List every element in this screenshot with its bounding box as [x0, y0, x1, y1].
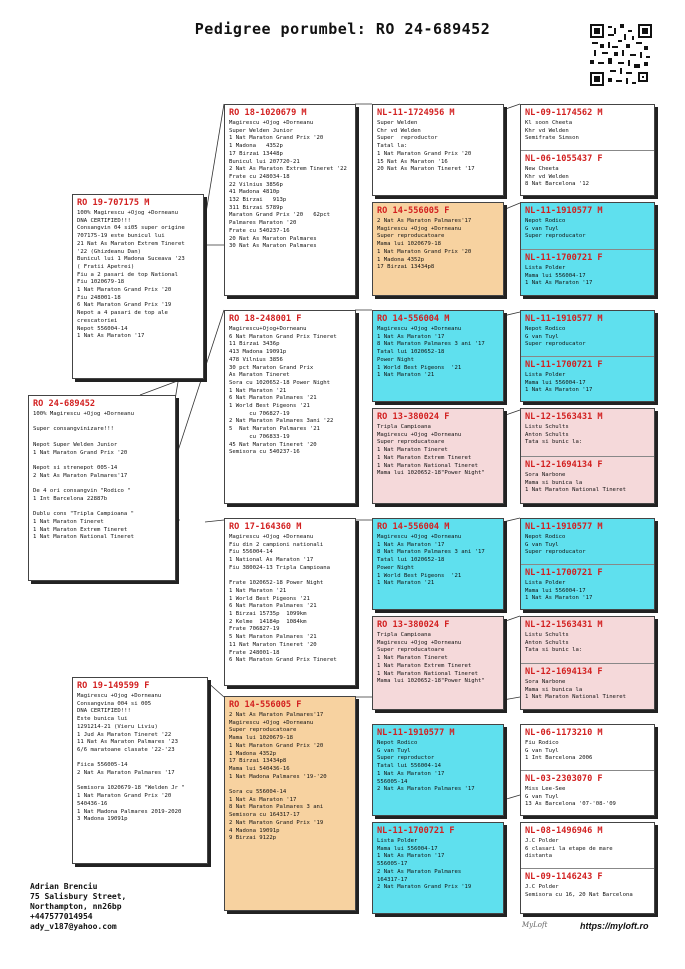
- gen4-card[interactable]: [372, 202, 504, 296]
- gen5-dam-id: NL-03-2303070 F: [525, 774, 603, 784]
- gen3-text: Magirescu +Ojog +Dorneanu Super Welden Junior 1 Nat Maraton Grand Prix '20 1 Madona 4352p 17 Birzai 13448p Bunicul lui 207720-21 2 Nat As Maraton Extrem Tineret '22 Frate cu 248034-18 22 Vilnius 3856p 41 Madona 4810p 132 Birzai 913p 311 Birzai 5789p Maraton Grand Prix '20 62pct Palmares Maraton '20 Frate cu 540237-16 20 Nat As Maraton Palmares 30 Nat As Maraton Palmares: [229, 120, 347, 250]
- gen5-pair-card[interactable]: [520, 822, 655, 914]
- gen5-pair-card[interactable]: [520, 408, 655, 504]
- gen5-dam-id: NL-11-1700721 F: [525, 253, 603, 263]
- gen4-card[interactable]: [372, 310, 504, 402]
- gen5-sire-text: Listu Schults Anton Schults Tata si bunic la:: [525, 424, 583, 446]
- gen4-card[interactable]: [372, 616, 504, 710]
- gen3-id: RO 18-1020679 M: [229, 108, 307, 118]
- gen4-text: Tripla Campioana Magirescu +Ojog +Dorneanu Super reproducatoare 1 Nat Maraton Tineret 1 Nat Maraton Extrem Tineret 1 Nat Maraton National Tineret Mama lui 1020652-18"Power Night": [377, 632, 485, 685]
- gen5-dam-text: Lista Polder Mama lui 556004-17 1 Nat As Maraton '17: [525, 265, 593, 287]
- gen3-id: RO 17-164360 M: [229, 522, 302, 532]
- dam-card[interactable]: [72, 677, 208, 864]
- gen5-dam-text: Lista Polder Mama lui 556004-17 1 Nat As Maraton '17: [525, 580, 593, 602]
- sire-card[interactable]: [72, 194, 204, 379]
- gen3-text: Magirescu+Ojog+Dorneanu 6 Nat Maraton Grand Prix Tineret 11 Birzai 3436p 413 Madona 19091p 478 Vilnius 3856 30 pct Maraton Grand Prix As Maraton Tineret Sora cu 1020652-18 Power Night 1 Nat Maraton '21 6 Nat Maraton Palmares '21 1 World Best Pigeons '21 cu 706827-19 2 Nat Maraton Palmares 3ani '22 5 Nat Maraton Palmares '21 cu 706833-19 45 Nat Maraton Tineret '20 Semisora cu 540237-16: [229, 326, 337, 456]
- gen4-id: RO 14-556005 F: [377, 206, 450, 216]
- gen3-id: RO 18-248001 F: [229, 314, 302, 324]
- gen5-dam-text: Lista Polder Mama lui 556004-17 1 Nat As Maraton '17: [525, 372, 593, 394]
- gen5-sire-text: Listu Schults Anton Schults Tata si bunic la:: [525, 632, 583, 654]
- dam-text: Magirescu +Ojog +Dorneanu Consangvina 004 si 005 DNA CERTIFIED!!! Este bunica lui 1291214-21 (Vieru Liviu) 1 Jud As Maraton Tineret '22 11 Nat As Maraton Palmares '23 6/6 maratoane clasate '22-'23 Fiica 556005-14 2 Nat As Maraton Palmares '17 Semisora 1020679-18 "Welden Jr " 1 Nat Maraton Grand Prix '20 540436-16 1 Nat Madona Palmares 2019-2020 3 Madona 19091p: [77, 693, 185, 823]
- gen3-card[interactable]: [224, 518, 356, 686]
- gen4-id: NL-11-1700721 F: [377, 826, 455, 836]
- gen4-card[interactable]: [372, 104, 504, 196]
- gen4-id: RO 14-556004 M: [377, 314, 450, 324]
- gen5-sire-id: NL-12-1563431 M: [525, 412, 603, 422]
- gen3-card[interactable]: [224, 696, 356, 911]
- gen3-card[interactable]: [224, 310, 356, 504]
- gen4-id: NL-11-1910577 M: [377, 728, 455, 738]
- gen4-card[interactable]: [372, 822, 504, 914]
- signature: MyLoft: [522, 921, 548, 929]
- gen4-text: Super Welden Chr vd Welden Super reproductor Tatal la: 1 Nat Maraton Grand Prix '20 15 Nat As Maraton '16 20 Nat As Maraton Tineret '17: [377, 120, 475, 173]
- gen5-dam-id: NL-09-1146243 F: [525, 872, 603, 882]
- gen5-pair-card[interactable]: [520, 724, 655, 816]
- dam-id: RO 19-149599 F: [77, 681, 150, 691]
- gen4-card[interactable]: [372, 724, 504, 816]
- gen5-sire-id: NL-11-1910577 M: [525, 314, 603, 324]
- gen4-card[interactable]: [372, 408, 504, 504]
- gen5-pair-card[interactable]: [520, 616, 655, 710]
- sire-text: 100% Magirescu +Ojog +Dorneanu DNA CERTIFIED!!! Consangvin 04 si05 super origine 707175-19 este bunicul lui 21 Nat As Maraton Extrem Tineret '22 (Ghizdeanu Dan) Bunicul lui 1 Madona Suceava '23 ( Fratii Apetrei) Fiu a 2 pasari de top National Fiu 1020679-18 1 Nat Maraton Grand Prix '20 Fiu 248001-18 6 Nat Maraton Grand Prix '19 Nepot a 4 pasari de top ale crescatoriei Nepot 556004-14 1 Nat As Maraton '17: [77, 210, 185, 340]
- gen5-pair-card[interactable]: [520, 104, 655, 196]
- gen5-pair-card[interactable]: [520, 310, 655, 402]
- owner-address: Adrian Brenciu 75 Salisbury Street, Northampton, nn26bp +447577014954 ady_v187@yahoo.com: [30, 882, 127, 931]
- gen4-text: Magirescu +Ojog +Dorneanu 1 Nat As Maraton '17 8 Nat Maraton Palmares 3 ani '17 Tatal lui 1020652-18 Power Night 1 World Best Pigeons '21 1 Nat Maraton '21: [377, 326, 485, 379]
- main-pigeon-id: RO 24-689452: [33, 399, 96, 409]
- gen5-sire-id: NL-11-1910577 M: [525, 522, 603, 532]
- gen5-sire-id: NL-11-1910577 M: [525, 206, 603, 216]
- main-pigeon-card[interactable]: [28, 395, 176, 581]
- gen3-id: RO 14-556005 F: [229, 700, 302, 710]
- gen5-dam-text: Sora Narbone Mama si bunica la 1 Nat Maraton National Tineret: [525, 679, 627, 701]
- gen4-text: Nepot Rodico G van Tuyl Super reproductor Tatal lui 556004-14 1 Nat As Maraton '17 556005-14 2 Nat As Maraton Palmares '17: [377, 740, 475, 793]
- gen3-text: 2 Nat As Maraton Palmares'17 Magirescu +Ojog +Dorneanu Super reproducatoare Mama lui 1020679-18 1 Nat Maraton Grand Prix '20 1 Madona 4352p 17 Birzai 13434p8 Mama lui 540436-16 1 Nat Madona Palmares '19-'20 Sora cu 556004-14 1 Nat As Maraton '17 8 Nat Maraton Palmares 3 ani Semisora cu 164317-17 2 Nat Maraton Grand Prix '19 4 Madona 19091p 9 Birzai 9122p: [229, 712, 327, 842]
- gen3-card[interactable]: [224, 104, 356, 296]
- gen5-dam-text: New Cheeta Khr vd Welden 8 Nat Barcelona '12: [525, 166, 589, 188]
- gen5-sire-id: NL-06-1173210 M: [525, 728, 603, 738]
- gen4-card[interactable]: [372, 518, 504, 610]
- website-link[interactable]: https://myloft.ro: [580, 921, 649, 931]
- gen4-id: RO 14-556004 M: [377, 522, 450, 532]
- gen5-sire-text: Nepot Rodico G van Tuyl Super reproducator: [525, 326, 586, 348]
- gen4-text: Magirescu +Ojog +Dorneanu 1 Nat As Maraton '17 8 Nat Maraton Palmares 3 ani '17 Tatal lui 1020652-18 Power Night 1 World Best Pigeons '21 1 Nat Maraton '21: [377, 534, 485, 587]
- page-title: Pedigree porumbel: RO 24-689452: [194, 20, 491, 38]
- gen5-sire-id: NL-12-1563431 M: [525, 620, 603, 630]
- gen5-dam-text: Miss Lee-See G van Tuyl 13 As Barcelona '07-'08-'09: [525, 786, 616, 808]
- gen5-sire-id: NL-09-1174562 M: [525, 108, 603, 118]
- gen5-dam-id: NL-12-1694134 F: [525, 667, 603, 677]
- gen4-text: 2 Nat As Maraton Palmares'17 Magirescu +Ojog +Dorneanu Super reproducatoare Mama lui 1020679-18 1 Nat Maraton Grand Prix '20 1 Madona 4352p 17 Birzai 13434p8: [377, 218, 472, 271]
- gen3-text: Magirescu +Ojog +Dorneanu Fiu din 2 campioni nationali Fiu 556004-14 1 National As Maraton '17 Fiu 380024-13 Tripla Campioana Frate 1020652-18 Power Night 1 Nat Maraton '21 1 World Best Pigeons '21 6 Nat Maraton Palmares '21 1 Birzai 15735p 1099km 2 Kelme 14184p 1084km Frate 706827-19 5 Nat Maraton Palmares '21 11 Nat Maraton Tineret '20 Frate 248001-18 6 Nat Maraton Grand Prix Tineret: [229, 534, 337, 664]
- gen5-dam-id: NL-12-1694134 F: [525, 460, 603, 470]
- gen4-text: Lista Polder Mama lui 556004-17 1 Nat As Maraton '17 556005-17 2 Nat As Maraton Palmares 164317-17 2 Nat Maraton Grand Prix '19: [377, 838, 472, 891]
- gen4-id: RO 13-380024 F: [377, 412, 450, 422]
- gen4-text: Tripla Campioana Magirescu +Ojog +Dorneanu Super reproducatoare 1 Nat Maraton Tineret 1 Nat Maraton Extrem Tineret 1 Nat Maraton National Tineret Mama lui 1020652-18"Power Night": [377, 424, 485, 477]
- gen5-sire-text: Nepot Rodico G van Tuyl Super reproducator: [525, 534, 586, 556]
- gen5-sire-text: Nepot Rodico G van Tuyl Super reproducator: [525, 218, 586, 240]
- gen5-dam-text: J.C Polder Semisora cu 16, 20 Nat Barcelona: [525, 884, 633, 898]
- gen5-pair-card[interactable]: [520, 518, 655, 610]
- gen5-sire-id: NL-08-1496946 M: [525, 826, 603, 836]
- gen5-dam-id: NL-06-1055437 F: [525, 154, 603, 164]
- gen5-dam-text: Sora Narbone Mama si bunica la 1 Nat Maraton National Tineret: [525, 472, 627, 494]
- gen5-sire-text: Fiu Rodico G van Tuyl 1 Int Barcelona 2006: [525, 740, 593, 762]
- sire-id: RO 19-707175 M: [77, 198, 150, 208]
- gen5-dam-id: NL-11-1700721 F: [525, 568, 603, 578]
- main-pigeon-text: 100% Magirescu +Ojog +Dorneanu Super consangvinizare!!! Nepot Super Welden Junior 1 Nat Maraton Grand Prix '20 Nepot si strenepot 005-14 2 Nat As Maraton Palmares'17 De 4 ori consangvin "Rodico " 1 Int Barcelona 22887b Dublu cons "Tripla Campioana " 1 Nat Maraton Tineret 1 Nat Maraton Extrem Tineret 1 Nat Maraton National Tineret: [33, 411, 135, 541]
- gen4-id: RO 13-380024 F: [377, 620, 450, 630]
- gen5-dam-id: NL-11-1700721 F: [525, 360, 603, 370]
- gen5-sire-text: J.C Polder 6 clasari la etape de mare distanta: [525, 838, 613, 860]
- gen5-pair-card[interactable]: [520, 202, 655, 296]
- gen5-sire-text: Kl soon Cheeta Khr vd Welden Semifrate Simson: [525, 120, 579, 142]
- gen4-id: NL-11-1724956 M: [377, 108, 455, 118]
